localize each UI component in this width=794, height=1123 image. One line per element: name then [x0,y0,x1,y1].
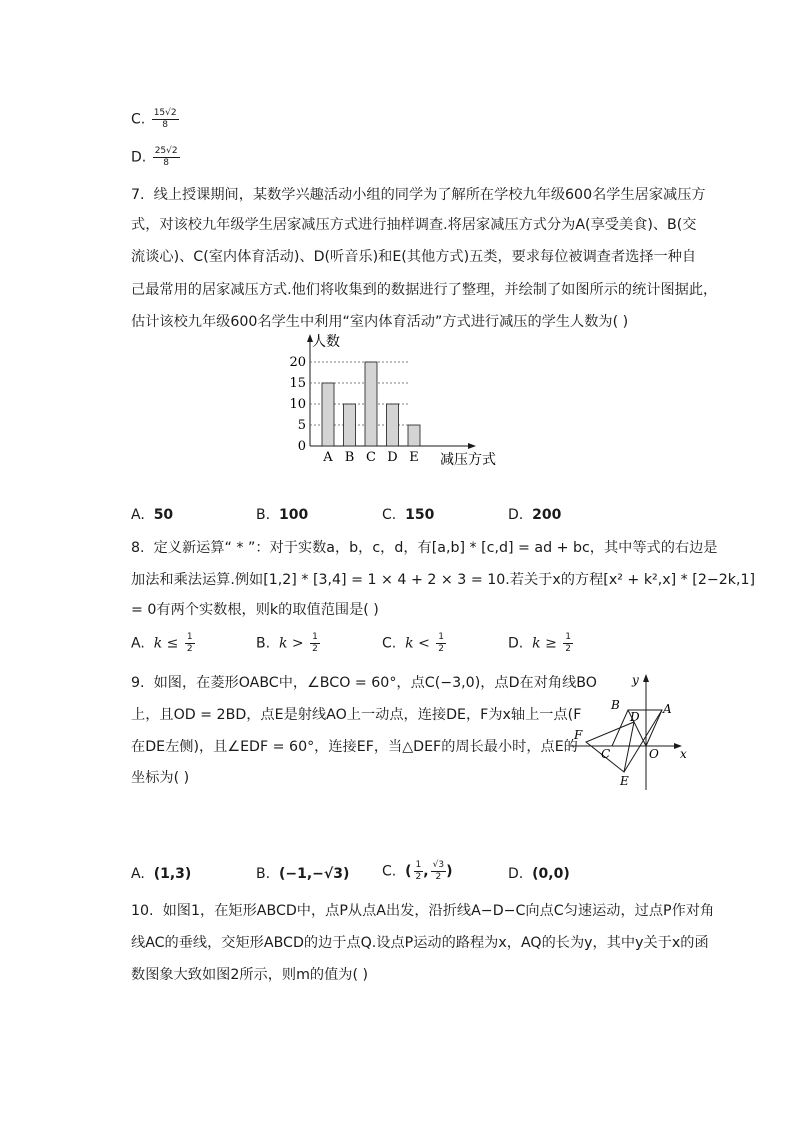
fraction-numerator: 1 [565,632,571,642]
q10-line-1 [131,901,714,921]
fraction-denominator: 8 [162,120,169,130]
option-label: C. [382,863,397,880]
option-value: 50 [153,507,174,523]
fraction-denominator: 2 [438,644,444,654]
q7-option-b [256,507,308,523]
option-label: A. [131,866,145,882]
question-number: 8. [131,540,145,556]
x-axis-arrow [468,443,476,449]
x-tick-label: D [387,450,398,465]
q8-line-2: 加法和乘法运算.例如[1,2] * [3,4] = 1 × 4 + 2 × 3 = 10.若关于x的方程[x² + k²,x] * [2−2k,1] [131,572,756,588]
q8-line-1 [131,538,718,558]
bar-d [387,404,399,446]
option-label: D. [508,866,524,882]
option-value: (0,0) [532,866,570,882]
label-b: B [611,698,620,712]
x-tick-label: E [409,450,419,465]
label-y: y [632,673,639,687]
option-label: C. [131,111,146,128]
q7-option-a [131,507,173,523]
y-axis-arrow [643,674,649,682]
label-c: C [601,747,611,761]
bar-a [322,383,334,446]
fraction [153,146,180,169]
fraction-numerator: 1 [186,632,193,642]
q8-option-d [508,632,573,655]
question-text: 如图，在菱形OABC中，∠BCO = 60°，点C(−3,0)，点D在对角线BO [153,675,597,691]
fraction-numerator: 1 [312,632,318,642]
q10-line-2: 线AC的垂线，交矩形ABCD的边于点Q.设点P运动的路程为x，AQ的长为y，其中y关于x的函 [131,935,709,951]
label-d: D [630,710,640,724]
q8-line-3: = 0有两个实数根，则k的取值范围是( ) [131,602,379,618]
fraction [563,632,573,655]
option-value: (1,3) [153,866,192,882]
option-label: B. [256,866,271,882]
option-label: B. [256,507,271,523]
label-e: E [620,774,629,788]
option-expr: k < [405,635,430,652]
option-value: 150 [405,507,435,523]
q9-line-3: 在DE左侧)，且∠EDF = 60°，连接EF，当△DEF的周长最小时，点E的 [131,739,578,755]
option-expr: k > [278,635,304,652]
option-expr: k ≥ [532,635,557,652]
label-f: F [574,728,583,742]
option-label: D. [508,635,524,652]
fraction-numerator: 1 [438,632,444,642]
question-number: 7. [131,187,145,203]
x-tick-label: C [366,450,376,465]
y-axis-label: 人数 [312,334,340,350]
fraction-numerator: 15√2 [153,108,177,118]
q9-option-b [256,866,349,882]
fraction [436,632,446,655]
fraction-numerator: 25√2 [154,146,178,156]
option-value: (−1,−√3) [278,866,350,882]
label-o: O [649,747,659,761]
option-label: D. [131,149,147,166]
q8-option-b [256,632,320,655]
option-label: A. [131,507,145,523]
q9-line-1 [131,673,597,693]
option-value: 200 [532,507,562,523]
option-label: C. [382,635,397,652]
q7-line-3: 流谈心)、C(室内体育活动)、D(听音乐)和E(其他方式)五类，要求每位被调查者选择一种自 [131,249,697,265]
fraction-denominator: 2 [435,872,442,882]
y-tick-label: 5 [297,418,306,433]
q9-option-a [131,866,191,882]
x-axis-label: 减压方式 [440,452,496,468]
q9-line-4: 坐标为( ) [131,770,190,786]
label-a: A [663,702,672,716]
q7-option-c [382,507,434,523]
q7-line-1 [131,185,706,205]
label-x: x [680,747,687,761]
option-label: A. [131,635,145,652]
bar-c [365,362,377,446]
fraction-denominator: 2 [186,644,193,654]
option-label: C. [382,507,397,523]
question-number: 10. [131,903,154,919]
q7-option-d [508,507,561,523]
option-expr: k ≤ [153,635,179,652]
fraction [310,632,320,655]
q9-option-c: C. ( $\frac{1}{2}$ , $\frac{√3}{2}$ ) [382,860,453,882]
q8-option-c [382,632,446,655]
option-c-prev [131,108,179,131]
x-tick-label: B [344,450,355,465]
bar-e [408,425,420,446]
fraction-numerator: 1 [415,860,422,870]
fraction-denominator: 2 [565,644,571,654]
bar-b [344,404,356,446]
fraction-denominator: 2 [415,872,422,882]
question-text: 如图1，在矩形ABCD中，点P从点A出发，沿折线A−D−C向点C匀速运动，过点P作对角 [162,903,715,919]
fraction [431,860,446,883]
y-tick-label: 0 [297,439,306,454]
fraction [152,108,179,131]
question-text: 定义新运算“ * ”：对于实数a，b，c，d，有[a,b] * [c,d] = ad + bc，其中等式的右边是 [153,540,718,556]
q7-line-5: 估计该校九年级600名学生中利用“室内体育活动”方式进行减压的学生人数为( ) [131,314,629,330]
option-label: D. [508,507,524,523]
q8-option-a [131,632,195,655]
x-tick-label: A [323,450,333,465]
option-label: B. [256,635,271,652]
fraction-denominator: 2 [312,644,318,654]
q7-line-2: 式，对该校九年级学生居家减压方式进行抽样调查.将居家减压方式分为A(享受美食)、B(交 [131,217,697,233]
fraction-denominator: 8 [163,158,170,168]
q9-line-2: 上，且OD = 2BD，点E是射线AO上一动点，连接DE，F为x轴上一点(F [131,707,582,723]
fraction [414,860,424,883]
question-number: 9. [131,675,145,691]
option-value: 100 [278,507,309,523]
option-d-prev [131,146,180,169]
y-tick-label: 15 [289,376,306,391]
q10-line-3: 数图象大致如图2所示，则m的值为( ) [131,967,369,983]
fraction-numerator: √3 [432,860,445,870]
fraction [185,632,195,655]
rhombus-figure [568,672,698,792]
q7-line-4: 己最常用的居家减压方式.他们将收集到的数据进行了整理，并绘制了如图所示的统计图据此， [131,282,718,298]
y-tick-label: 20 [289,355,306,370]
question-text: 线上授课期间，某数学兴趣活动小组的同学为了解所在学校九年级600名学生居家减压方 [153,187,706,203]
q9-option-d [508,866,570,882]
bar-chart [280,330,520,470]
y-tick-label: 10 [289,397,306,412]
